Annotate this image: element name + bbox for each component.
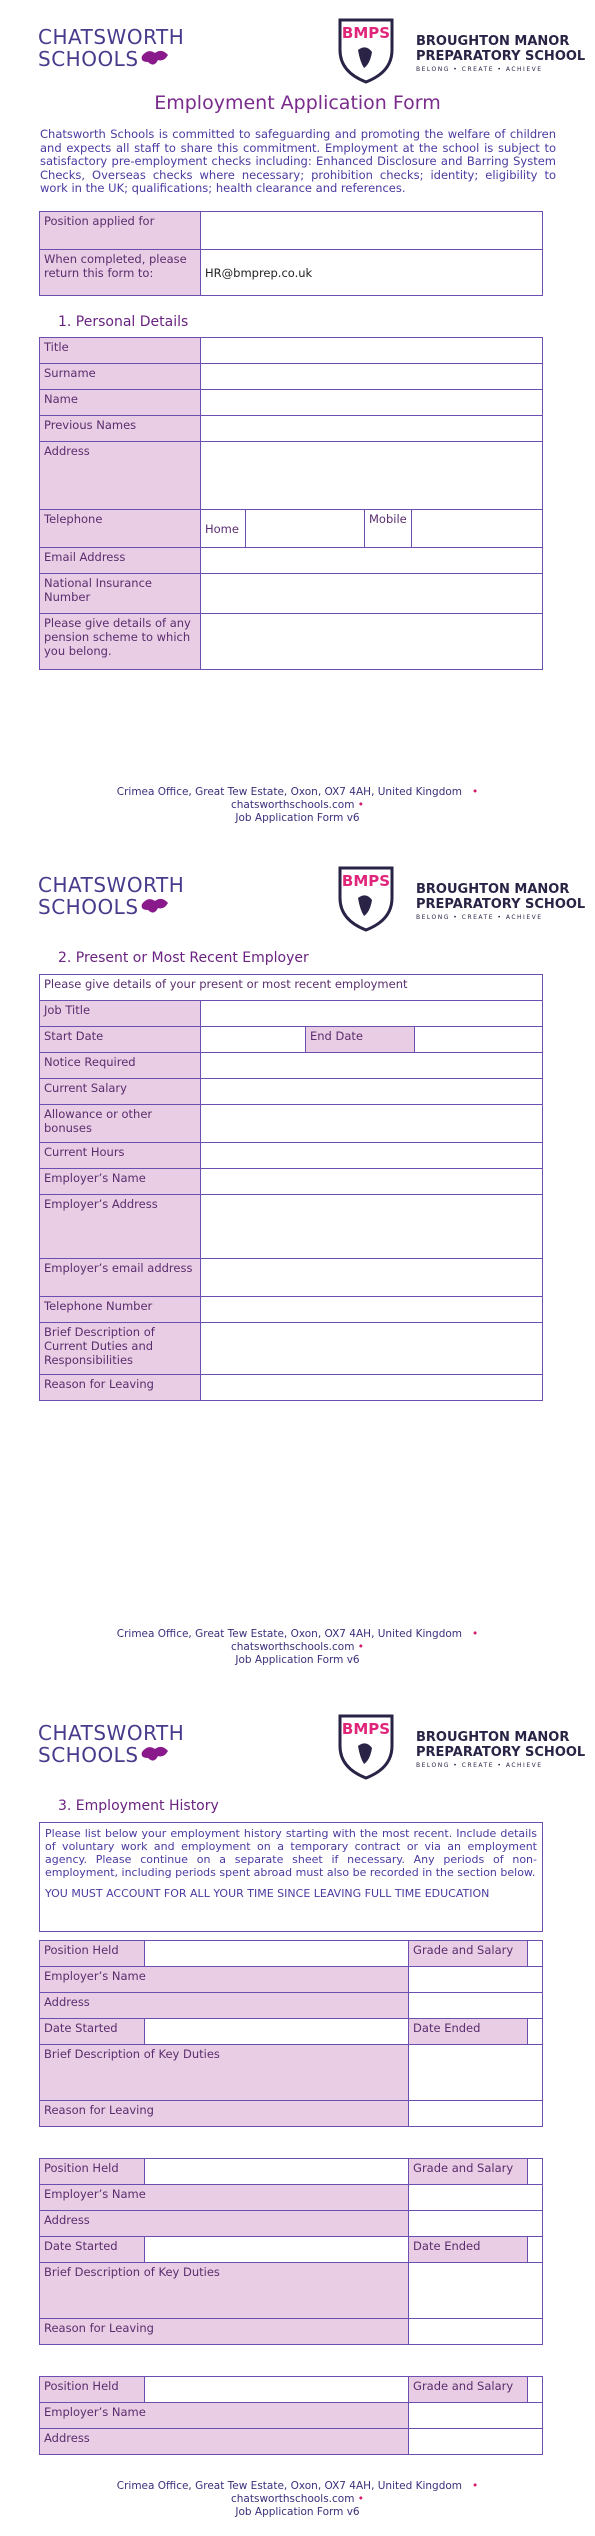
employer-email-label: Employer’s email address [40,1259,201,1297]
intro-text: Chatsworth Schools is committed to safeguarding and promoting the welfare of children and expects all staff to share this commitment. Employment at the school is subject to satisfactory pre-employment checks including: Enhanced Disclosure and Barring System Checks, Overseas checks where necessary; prohibition checks; identity; eligibility to work in the UK; qualifications; health clearance and references. [40,127,556,195]
title-input[interactable] [201,338,543,364]
position-held-input[interactable] [145,1941,409,1967]
logo-line2: SCHOOLS [38,47,139,71]
surname-input[interactable] [201,364,543,390]
job-title-input[interactable] [201,1001,543,1027]
footer-bullet: • [472,1628,479,1640]
start-date-label: Start Date [40,1027,201,1053]
allowance-label: Allowance or other bonuses [40,1105,201,1143]
grade-salary-input[interactable] [528,2159,543,2185]
history-reason-label: Reason for Leaving [40,2319,409,2345]
logo-line1: CHATSWORTH [38,873,185,897]
pension-input[interactable] [201,614,543,670]
bm-line1: BROUGHTON MANOR [416,34,570,49]
position-held-input[interactable] [145,2159,409,2185]
page-3 [0,1696,595,2536]
logo-line2: SCHOOLS [38,895,139,919]
logo-line1: CHATSWORTH [38,1721,185,1745]
footer-address: Crimea Office, Great Tew Estate, Oxon, OX7 4AH, United Kingdom [116,786,463,798]
grade-salary-label: Grade and Salary [409,1941,528,1967]
date-ended-input[interactable] [528,2019,543,2045]
end-date-input[interactable] [415,1027,543,1053]
bm-tagline: BELONG • CREATE • ACHIEVE [416,66,543,73]
footer [0,2480,595,2519]
notice-label: Notice Required [40,1053,201,1079]
employer-email-input[interactable] [201,1259,543,1297]
date-ended-input[interactable] [528,2237,543,2263]
footer-bullet: • [472,2480,479,2492]
allowance-input[interactable] [201,1105,543,1143]
bmps-shield-icon [336,16,396,84]
footer-form-ref: Job Application Form v6 [235,2506,360,2518]
date-started-input[interactable] [145,2237,409,2263]
bm-line2: PREPARATORY SCHOOL [416,49,586,64]
title-label: Title [40,338,201,364]
footer-address: Crimea Office, Great Tew Estate, Oxon, OX7 4AH, United Kingdom [116,2480,463,2492]
position-label: Position applied for [40,212,201,250]
grade-salary-input[interactable] [528,2377,543,2403]
history-address-label: Address [40,2429,409,2455]
section3-heading: 3. Employment History [58,1798,219,1814]
history-note-caps: YOU MUST ACCOUNT FOR ALL YOUR TIME SINCE LEAVING FULL TIME EDUCATION [45,1887,490,1900]
footer-website-line [0,2493,595,2506]
footer-bullet: • [357,1641,364,1653]
notice-input[interactable] [201,1053,543,1079]
page-header [0,1706,595,1776]
personal-details-table [39,337,543,670]
history-address-input[interactable] [409,2211,543,2237]
reason-leaving-input[interactable] [201,1375,543,1401]
page-1 [0,0,595,840]
key-duties-input[interactable] [409,2263,543,2319]
ni-label: National Insurance Number [40,574,201,614]
position-held-label: Position Held [40,2159,145,2185]
previous-names-label: Previous Names [40,416,201,442]
history-employer-input[interactable] [409,1967,543,1993]
footer [0,1628,595,1667]
end-date-label: End Date [306,1027,415,1053]
mobile-label: Mobile [365,510,412,548]
section1-heading: 1. Personal Details [58,314,189,330]
surname-label: Surname [40,364,201,390]
position-held-input[interactable] [145,2377,409,2403]
date-started-label: Date Started [40,2237,145,2263]
return-email[interactable]: HR@bmprep.co.uk [201,250,543,296]
employer-name-label: Employer’s Name [40,1169,201,1195]
telephone-label: Telephone [40,510,201,548]
logo-line2: SCHOOLS [38,1743,139,1767]
email-input[interactable] [201,548,543,574]
broughton-manor-name [416,34,585,64]
recent-employer-table [39,974,543,1401]
telephone-number-input[interactable] [201,1297,543,1323]
history-employer-label: Employer’s Name [40,1967,409,1993]
bmps-shield-icon [336,1712,396,1780]
svg-text:BMPS: BMPS [341,24,391,42]
name-input[interactable] [201,390,543,416]
bmps-shield-icon [336,864,396,932]
bm-tagline: BELONG • CREATE • ACHIEVE [416,1762,543,1769]
reason-leaving-label: Reason for Leaving [40,1375,201,1401]
footer-bullet: • [357,799,364,811]
history-block-1 [39,1940,543,2127]
bm-line1: BROUGHTON MANOR [416,882,570,897]
chatsworth-logo [38,1722,184,1766]
employer-address-input[interactable] [201,1195,543,1259]
page-title: Employment Application Form [154,92,441,114]
bm-line2: PREPARATORY SCHOOL [416,897,586,912]
history-block-3 [39,2376,543,2455]
job-title-label: Job Title [40,1001,201,1027]
employer-name-input[interactable] [201,1169,543,1195]
salary-input[interactable] [201,1079,543,1105]
section2-heading: 2. Present or Most Recent Employer [58,950,309,966]
footer-website[interactable]: chatsworthschools.com [231,2493,355,2505]
grade-salary-label: Grade and Salary [409,2377,528,2403]
employer-instruction: Please give details of your present or most recent employment [40,975,543,1001]
email-label: Email Address [40,548,201,574]
footer-form-ref: Job Application Form v6 [235,1654,360,1666]
flower-icon [140,1744,170,1764]
position-table [39,211,543,296]
history-block-2 [39,2158,543,2345]
footer-website[interactable]: chatsworthschools.com [231,799,355,811]
svg-text:BMPS: BMPS [341,1720,391,1738]
page-header [0,858,595,928]
position-input[interactable] [201,212,543,250]
history-address-input[interactable] [409,2429,543,2455]
history-reason-input[interactable] [409,2101,543,2127]
mobile-phone-input[interactable] [411,510,542,548]
bm-tagline: BELONG • CREATE • ACHIEVE [416,914,543,921]
duties-input[interactable] [201,1323,543,1375]
history-instructions [39,1822,543,1932]
grade-salary-label: Grade and Salary [409,2159,528,2185]
logo-line1: CHATSWORTH [38,25,185,49]
chatsworth-logo [38,26,184,70]
position-held-label: Position Held [40,2377,145,2403]
home-label: Home [201,510,246,548]
bm-line2: PREPARATORY SCHOOL [416,1745,586,1760]
footer-address: Crimea Office, Great Tew Estate, Oxon, OX7 4AH, United Kingdom [116,1628,463,1640]
bm-line1: BROUGHTON MANOR [416,1730,570,1745]
footer-form-ref: Job Application Form v6 [235,812,360,824]
history-employer-label: Employer’s Name [40,2403,409,2429]
date-ended-label: Date Ended [409,2019,528,2045]
broughton-manor-name [416,1730,585,1760]
footer-website-line [0,799,595,812]
address-label: Address [40,442,201,510]
history-employer-label: Employer’s Name [40,2185,409,2211]
broughton-manor-name [416,882,585,912]
history-reason-label: Reason for Leaving [40,2101,409,2127]
footer-address-line [0,786,595,799]
telephone-number-label: Telephone Number [40,1297,201,1323]
hours-label: Current Hours [40,1143,201,1169]
home-phone-input[interactable] [246,510,365,548]
flower-icon [140,48,170,68]
footer-website-line [0,1641,595,1654]
start-date-input[interactable] [201,1027,306,1053]
employer-address-label: Employer’s Address [40,1195,201,1259]
footer-bullet: • [357,2493,364,2505]
history-reason-input[interactable] [409,2319,543,2345]
previous-names-input[interactable] [201,416,543,442]
footer-address-line [0,1628,595,1641]
history-address-label: Address [40,1993,409,2019]
salary-label: Current Salary [40,1079,201,1105]
footer-bullet: • [472,786,479,798]
key-duties-input[interactable] [409,2045,543,2101]
date-started-label: Date Started [40,2019,145,2045]
position-held-label: Position Held [40,1941,145,1967]
footer-website[interactable]: chatsworthschools.com [231,1641,355,1653]
key-duties-label: Brief Description of Key Duties [40,2045,409,2101]
key-duties-label: Brief Description of Key Duties [40,2263,409,2319]
address-input[interactable] [201,442,543,510]
grade-salary-input[interactable] [528,1941,543,1967]
pension-label: Please give details of any pension scheme to which you belong. [40,614,201,670]
history-employer-input[interactable] [409,2403,543,2429]
ni-input[interactable] [201,574,543,614]
chatsworth-logo [38,874,184,918]
date-started-input[interactable] [145,2019,409,2045]
duties-label: Brief Description of Current Duties and Responsibilities [40,1323,201,1375]
svg-text:BMPS: BMPS [341,872,391,890]
footer-address-line [0,2480,595,2493]
page-2 [0,848,595,1688]
name-label: Name [40,390,201,416]
history-note: Please list below your employment history starting with the most recent. Include details of voluntary work and employment on a temporary contract or via an employment agency. Please continue on a separate sheet if necessary. Any periods of non-employment, including periods spent abroad must also be recorded in the section below. [45,1827,537,1879]
footer [0,786,595,825]
page-header [0,10,595,80]
history-employer-input[interactable] [409,2185,543,2211]
history-address-input[interactable] [409,1993,543,2019]
return-label: When completed, please return this form to: [40,250,201,296]
hours-input[interactable] [201,1143,543,1169]
flower-icon [140,896,170,916]
history-address-label: Address [40,2211,409,2237]
date-ended-label: Date Ended [409,2237,528,2263]
